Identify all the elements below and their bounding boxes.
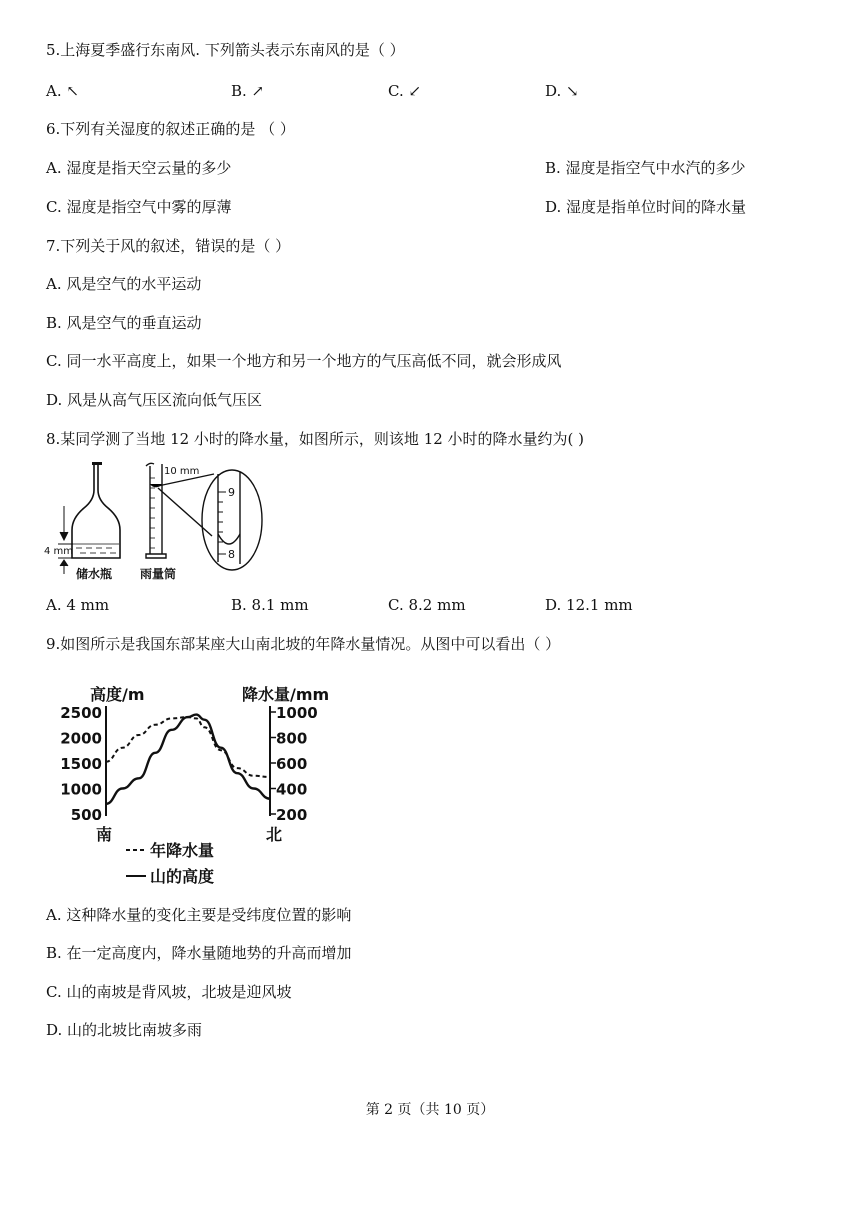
q5-option-b: B. ↗ <box>231 82 265 100</box>
q7-stem: 7.下列关于风的叙述，错误的是（ ） <box>46 237 291 255</box>
q6-option-a: A. 湿度是指天空云量的多少 <box>46 159 232 177</box>
left-tick-label: 1500 <box>60 755 102 773</box>
left-tick-label: 500 <box>70 806 102 824</box>
q6-option-c: C. 湿度是指空气中雾的厚薄 <box>46 198 232 216</box>
chart-axes <box>106 706 270 816</box>
q8-option-c: C. 8.2 mm <box>388 596 466 614</box>
right-tick-label: 1000 <box>276 704 318 722</box>
legend-precipitation: 年降水量 <box>150 841 215 860</box>
q8-option-d: D. 12.1 mm <box>545 596 633 614</box>
q6-stem: 6.下列有关湿度的叙述正确的是 （ ） <box>46 120 295 138</box>
q7-option-b: B. 风是空气的垂直运动 <box>46 314 202 332</box>
q7-option-d: D. 风是从高气压区流向低气压区 <box>46 391 263 409</box>
precipitation-series-line <box>106 717 270 777</box>
q6-option-b: B. 湿度是指空气中水汽的多少 <box>545 159 746 177</box>
page-footer: 第 2 页（共 10 页） <box>365 1102 495 1118</box>
right-tick-label: 200 <box>276 806 308 824</box>
zoom-label-8: 8 <box>228 548 235 561</box>
cylinder-ticks <box>150 478 162 548</box>
left-tick-label: 2500 <box>60 704 102 722</box>
left-tick-label: 2000 <box>60 729 102 748</box>
depth-label: 4 mm <box>44 546 74 557</box>
q9-option-b: B. 在一定高度内，降水量随地势的升高而增加 <box>46 944 352 962</box>
zoom-label-9: 9 <box>228 486 235 499</box>
zoom-ticks <box>218 492 226 554</box>
rain-gauge-figure <box>40 458 270 584</box>
q8-stem: 8.某同学测了当地 12 小时的降水量，如图所示，则该地 12 小时的降水量约为( ) <box>46 430 585 448</box>
gauge-top-label: 10 mm <box>164 466 200 477</box>
chart-legend <box>126 841 214 886</box>
right-axis-label: 降水量/mm <box>242 685 330 704</box>
right-ticks <box>270 704 318 824</box>
right-tick-label: 400 <box>276 780 308 799</box>
q9-option-c: C. 山的南坡是背风坡，北坡是迎风坡 <box>46 983 292 1001</box>
series-layer <box>106 715 270 804</box>
left-axis-label: 高度/m <box>90 685 145 704</box>
q8-option-a: A. 4 mm <box>46 596 110 614</box>
left-tick-label: 1000 <box>60 780 102 799</box>
precipitation-chart <box>44 680 344 890</box>
x-label-south: 南 <box>96 825 113 844</box>
q7-option-c: C. 同一水平高度上，如果一个地方和另一个地方的气压高低不同，就会形成风 <box>46 352 562 370</box>
q8-option-b: B. 8.1 mm <box>231 596 309 614</box>
gauge-label: 雨量筒 <box>140 567 177 581</box>
left-ticks <box>60 704 102 824</box>
q7-option-a: A. 风是空气的水平运动 <box>46 275 202 293</box>
right-tick-label: 800 <box>276 729 308 748</box>
bottle-water <box>73 544 119 553</box>
rain-gauge-cylinder <box>146 463 166 558</box>
q5-option-c: C. ↙ <box>388 82 422 100</box>
bottle-label: 储水瓶 <box>76 567 113 581</box>
depth-marker <box>58 506 73 574</box>
legend-height: 山的高度 <box>150 867 215 886</box>
q5-option-d: D. ↘ <box>545 82 579 100</box>
height-series-line <box>106 715 270 804</box>
q5-stem: 5.上海夏季盛行东南风. 下列箭头表示东南风的是（ ） <box>46 41 405 59</box>
q9-stem: 9.如图所示是我国东部某座大山南北坡的年降水量情况。从图中可以看出（ ） <box>46 635 561 653</box>
q5-option-a: A. ↖ <box>46 82 79 100</box>
q9-option-a: A. 这种降水量的变化主要是受纬度位置的影响 <box>46 906 352 924</box>
x-label-north: 北 <box>266 825 283 844</box>
right-tick-label: 600 <box>276 755 308 773</box>
q9-option-d: D. 山的北坡比南坡多雨 <box>46 1021 203 1039</box>
q6-option-d: D. 湿度是指单位时间的降水量 <box>545 198 747 216</box>
zoom-callout <box>158 470 262 570</box>
bottle-cap <box>92 462 102 465</box>
